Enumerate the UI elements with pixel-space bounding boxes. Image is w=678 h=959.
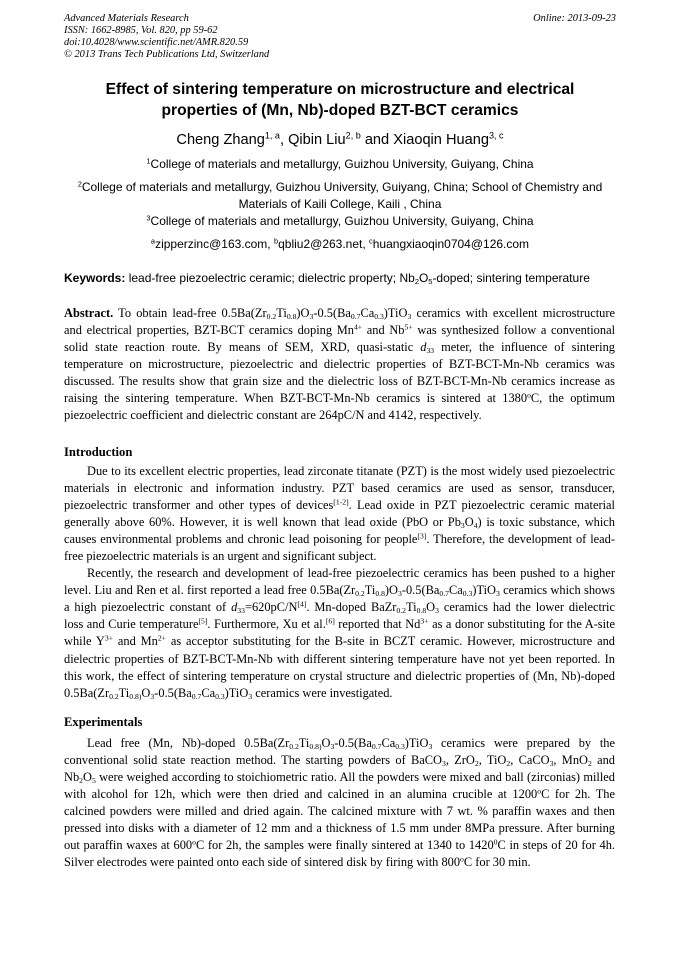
paragraph-text: O (141, 685, 151, 700)
paragraph-text: )TiO (404, 736, 429, 750)
abstract-text: To obtain lead-free 0.5Ba(Zr (113, 306, 267, 320)
subscript: 0.7 (350, 311, 361, 321)
superscript: 5+ (404, 322, 413, 332)
paragraph-text: -0.5(Ba (401, 583, 440, 598)
paragraph-text: C in steps of 20 for 4h. Silver electrodes were painted onto each side of sintered disk by firing with 800 (64, 838, 616, 870)
superscript: 3+ (104, 633, 114, 643)
superscript: o (537, 786, 542, 796)
citation: [4] (297, 599, 307, 609)
author-name: Qibin Liu (288, 132, 346, 148)
author-affiliation-mark: 1, a (264, 130, 280, 141)
paragraph-text: and Mn (113, 634, 158, 649)
subscript: 0.7 (439, 589, 449, 599)
abstract-text: and Nb (362, 323, 405, 338)
email-address: qbliu2@263.net, (278, 237, 370, 251)
subscript: 3 (495, 589, 500, 599)
introduction (64, 463, 615, 702)
paragraph-text: O (321, 736, 331, 750)
paragraph-text: O (83, 770, 92, 785)
copyright-line: © 2013 Trans Tech Publications Ltd, Switzerland (64, 49, 270, 60)
subscript: 0.8) (309, 741, 322, 751)
subscript: 0.3 (374, 311, 384, 321)
subscript: 3 (407, 311, 412, 321)
subscript: 0.8) (129, 691, 142, 701)
citation: [5] (198, 616, 208, 626)
subscript: 3 (248, 691, 253, 701)
keywords-text: -doped; sintering temperature (432, 271, 590, 285)
affiliation-text: Materials of Kaili College, Kaili , China (238, 197, 442, 211)
affiliation-3 (64, 213, 616, 230)
affiliation-text: College of materials and metallurgy, Guizhou University, Guiyang, China (150, 157, 534, 171)
paragraph-text: , MnO (553, 753, 588, 768)
superscript: o (527, 390, 531, 400)
experimentals-paragraph (64, 735, 615, 871)
superscript: 2+ (157, 633, 167, 643)
citation: [3] (417, 531, 427, 541)
paragraph-text: , TiO (478, 753, 507, 768)
title-line-2: properties of (Mn, Nb)-doped BZT-BCT ceramics (161, 102, 519, 119)
author-name: Cheng Zhang (176, 132, 265, 148)
abstract-text: C, the optimum piezoelectric coefficient and dielectric constant are 264pC/N and 4142, respectively. (64, 391, 615, 423)
keywords-label: Keywords: (64, 271, 126, 285)
experimentals (64, 735, 615, 871)
title-line-1: Effect of sintering temperature on microstructure and electrical (105, 81, 575, 98)
email-address: zipperzinc@163.com, (155, 237, 274, 251)
subscript: 2 (587, 758, 592, 768)
superscript: o (460, 854, 464, 864)
author-list: Cheng Zhang$^{1, a}$, Qibin Liu$^{2, b}$ and Xiaoqin Huang$^{3, c}$ (176, 130, 504, 148)
paragraph-text: , CaCO (510, 753, 550, 768)
subscript: 3 (150, 691, 155, 701)
paragraph-text: Ca (381, 736, 396, 750)
subscript: 0.7 (191, 691, 202, 701)
paragraph-text: C for 2h. The calcined powders were milled and dried again. The calcined mixture with 7 wt. % paraffin waxes and then pressed into disks with a diameter of 12 mm and a thickness of 1.5 mm under 8MPa pressure. After burning out paraffin waxes at 600 (64, 787, 615, 853)
paragraph-text: =620pC/N (244, 600, 298, 615)
subscript: 0.7 (371, 741, 382, 751)
issn-line: ISSN: 1662-8985, Vol. 820, pp 59-62 (64, 25, 218, 36)
paragraph-text: Lead free (Mn, Nb)-doped 0.5Ba(Zr (87, 736, 290, 750)
paragraph-text: ceramics which shows a high piezoelectric constant of (64, 583, 615, 615)
author-affiliation-mark: 3, c (488, 130, 504, 141)
paragraph-text: O (464, 515, 474, 530)
subscript: 0.3 (462, 589, 473, 599)
paragraph-text: Ca (201, 685, 216, 700)
paragraph-text: . Furthermore, Xu et al. (207, 617, 326, 632)
affiliation-2 (64, 179, 616, 213)
paragraph-text: ceramics were investigated. (252, 685, 393, 700)
email-address: huangxiaoqin0704@126.com (372, 237, 530, 251)
paragraph-text: Recently, the research and development of lead-free piezoelectric ceramics has been pushed to a higher level. Liu and Ren et al. first reported a lead free 0.5Ba(Zr (64, 566, 615, 598)
paragraph-text: )TiO (472, 583, 496, 598)
paragraph-text: C for 30 min. (463, 855, 531, 870)
subscript: 33 (237, 606, 245, 616)
paragraph-text: ) is toxic substance, which causes environmental problems and chronic lead poisoning for people (64, 515, 615, 547)
abstract-label: Abstract. (64, 306, 114, 320)
subscript: 3 (441, 758, 446, 768)
subscript: 3 (309, 311, 314, 321)
paper-title (64, 79, 616, 121)
doi-line: doi:10.4028/www.scientific.net/AMR.820.59 (64, 37, 249, 48)
subscript: 0.2 (266, 311, 277, 321)
paragraph-text: were weighed according to stoichiometric ratio. All the powders were mixed and ball (zirconias) milled with alcohol for 12h, which were then dried and calcined in an alumina crucible at 1200 (64, 770, 615, 802)
subscript: 0.2 (355, 589, 365, 599)
email-mark: a (150, 236, 156, 246)
abstract-text: )TiO (383, 306, 408, 320)
subscript: 0.2 (109, 691, 119, 701)
author-conjunction: and (360, 132, 394, 148)
introduction-heading: Introduction (64, 445, 133, 459)
keywords-text: O (418, 271, 429, 285)
abstract-text: Ca (360, 306, 375, 320)
intro-paragraph-2 (64, 565, 615, 701)
subscript: 33 (426, 346, 435, 356)
paragraph-text: O (426, 600, 436, 615)
paragraph-text: ceramics had the lower dielectric loss and Curie temperature (64, 600, 615, 632)
affiliation-text: College of materials and metallurgy, Guizhou University, Guiyang, China; School of Chemistry and (81, 180, 603, 194)
paragraph-text: , ZrO (445, 753, 475, 768)
paragraph-text: Ti (406, 600, 417, 615)
keywords-text: lead-free piezoelectric ceramic; dielectric property; Nb (125, 271, 415, 285)
paragraph-text: Due to its excellent electric properties, lead zirconate titanate (PZT) is the most widely used piezoelectric materials in electronic and information industry. PZT based ceramics are used as sensor, transducer, piezoelectric transformer and other types of devices (64, 464, 615, 513)
journal-header (64, 13, 616, 61)
paragraph-text: Ti (364, 583, 376, 598)
citation: [1-2] (333, 497, 349, 507)
online-date: Online: 2013-09-23 (533, 13, 616, 24)
symbol-d: d (420, 340, 427, 355)
subscript: 3 (460, 521, 465, 531)
paragraph-text: -0.5(Ba (334, 736, 372, 750)
subscript: 0.8 (375, 589, 385, 599)
subscript: 0.8 (286, 311, 297, 321)
abstract (64, 305, 615, 424)
paragraph-text: Ti (118, 685, 130, 700)
subscript: 0.3 (395, 741, 405, 751)
subscript: 0.2 (396, 606, 406, 616)
subscript: 3 (435, 606, 439, 616)
author-name: Xiaoqin Huang (393, 132, 489, 148)
paragraph-text: . Lead oxide in PZT piezoelectric ceramic material generally above 60%. However, it is well known that lead oxide (PbO or Pb (64, 498, 615, 530)
superscript: 3+ (420, 616, 429, 626)
author-affiliation-mark: 2, b (345, 130, 361, 141)
abstract-text: -0.5(Ba (313, 306, 351, 320)
subscript: 2 (506, 758, 511, 768)
subscript: 2 (474, 758, 479, 768)
paragraph-text: Ti (298, 736, 310, 750)
superscript: 0 (493, 837, 498, 847)
abstract-text: )O (296, 306, 310, 320)
subscript: 5 (91, 776, 96, 786)
affiliation-1 (64, 156, 616, 173)
subscript: 0.3 (215, 691, 225, 701)
subscript: 0.8 (416, 606, 427, 616)
paragraph-text: )TiO (224, 685, 249, 700)
subscript: 4 (473, 521, 478, 531)
keywords (64, 270, 624, 286)
symbol-d: d (231, 600, 238, 615)
subscript: 3 (398, 589, 402, 599)
subscript: 3 (330, 741, 335, 751)
affiliation-text: College of materials and metallurgy, Guizhou University, Guiyang, China (150, 214, 534, 228)
paragraph-text: . Mn-doped BaZr (306, 600, 397, 615)
paragraph-text: )O (384, 583, 398, 598)
abstract-text: ceramics with excellent microstructure and electrical properties, BZT-BCT ceramics doping Mn (64, 306, 615, 338)
subscript: 5 (428, 276, 433, 286)
abstract-text: was synthesized follow a conventional solid state reaction route. By means of SEM, XRD, quasi-static (64, 323, 616, 355)
citation: [6] (325, 616, 335, 626)
intro-paragraph-1 (64, 463, 615, 565)
subscript: 2 (414, 276, 419, 286)
paragraph-text: Ca (448, 583, 463, 598)
paragraph-text: . Therefore, the development of lead-free piezoelectric materials is an urgent and significant subject. (64, 532, 615, 564)
affiliation-number: 3 (146, 213, 151, 223)
paragraph-text: as a donor substituting for the A-site while Y (64, 617, 616, 649)
paragraph-text: reported that Nd (334, 617, 421, 632)
superscript: 4+ (353, 322, 363, 332)
abstract-text: meter, the influence of sintering temperature on microstructure, piezoelectric and dielectric properties of BZT-BCT-Mn-Nb ceramics was discussed. The results show that grain size and the dielectric loss of BZT-BCT-Mn-Nb ceramics increase as raising the sintering temperature. When BZT-BCT-Mn-Nb ceramics is sintered at 1380 (64, 340, 615, 406)
affiliation-number: 2 (77, 179, 82, 189)
superscript: o (192, 837, 196, 847)
affiliation-number: 1 (146, 156, 151, 166)
email-mark: c (369, 236, 373, 246)
paragraph-text: C for 2h, the samples were finally sintered at 1340 to 1420 (195, 838, 494, 853)
abstract-text: Ti (276, 306, 287, 320)
subscript: 0.2 (289, 741, 299, 751)
subscript: 2 (79, 776, 83, 786)
subscript: 3 (428, 741, 433, 751)
experimentals-heading: Experimentals (64, 715, 143, 729)
paragraph-text: -0.5(Ba (154, 685, 192, 700)
subscript: 3 (549, 758, 554, 768)
paragraph-text: as acceptor substituting for the B-site in BCZT ceramic. However, microstructure and dielectric properties of BZT-BCT-Mn-Nb with different sintering temperature have not yet been reported. In this work, the effect of sintering temperature on crystal structure and dielectric properties of (Mn, Nb)-doped 0.5Ba(Zr (64, 634, 615, 700)
journal-name: Advanced Materials Research (64, 13, 189, 24)
paragraph-text: and Nb (64, 753, 615, 785)
email-line (64, 236, 616, 253)
email-mark: b (273, 236, 279, 246)
paragraph-text: ceramics were prepared by the conventional solid state reaction method. The starting powders of BaCO (64, 736, 615, 768)
